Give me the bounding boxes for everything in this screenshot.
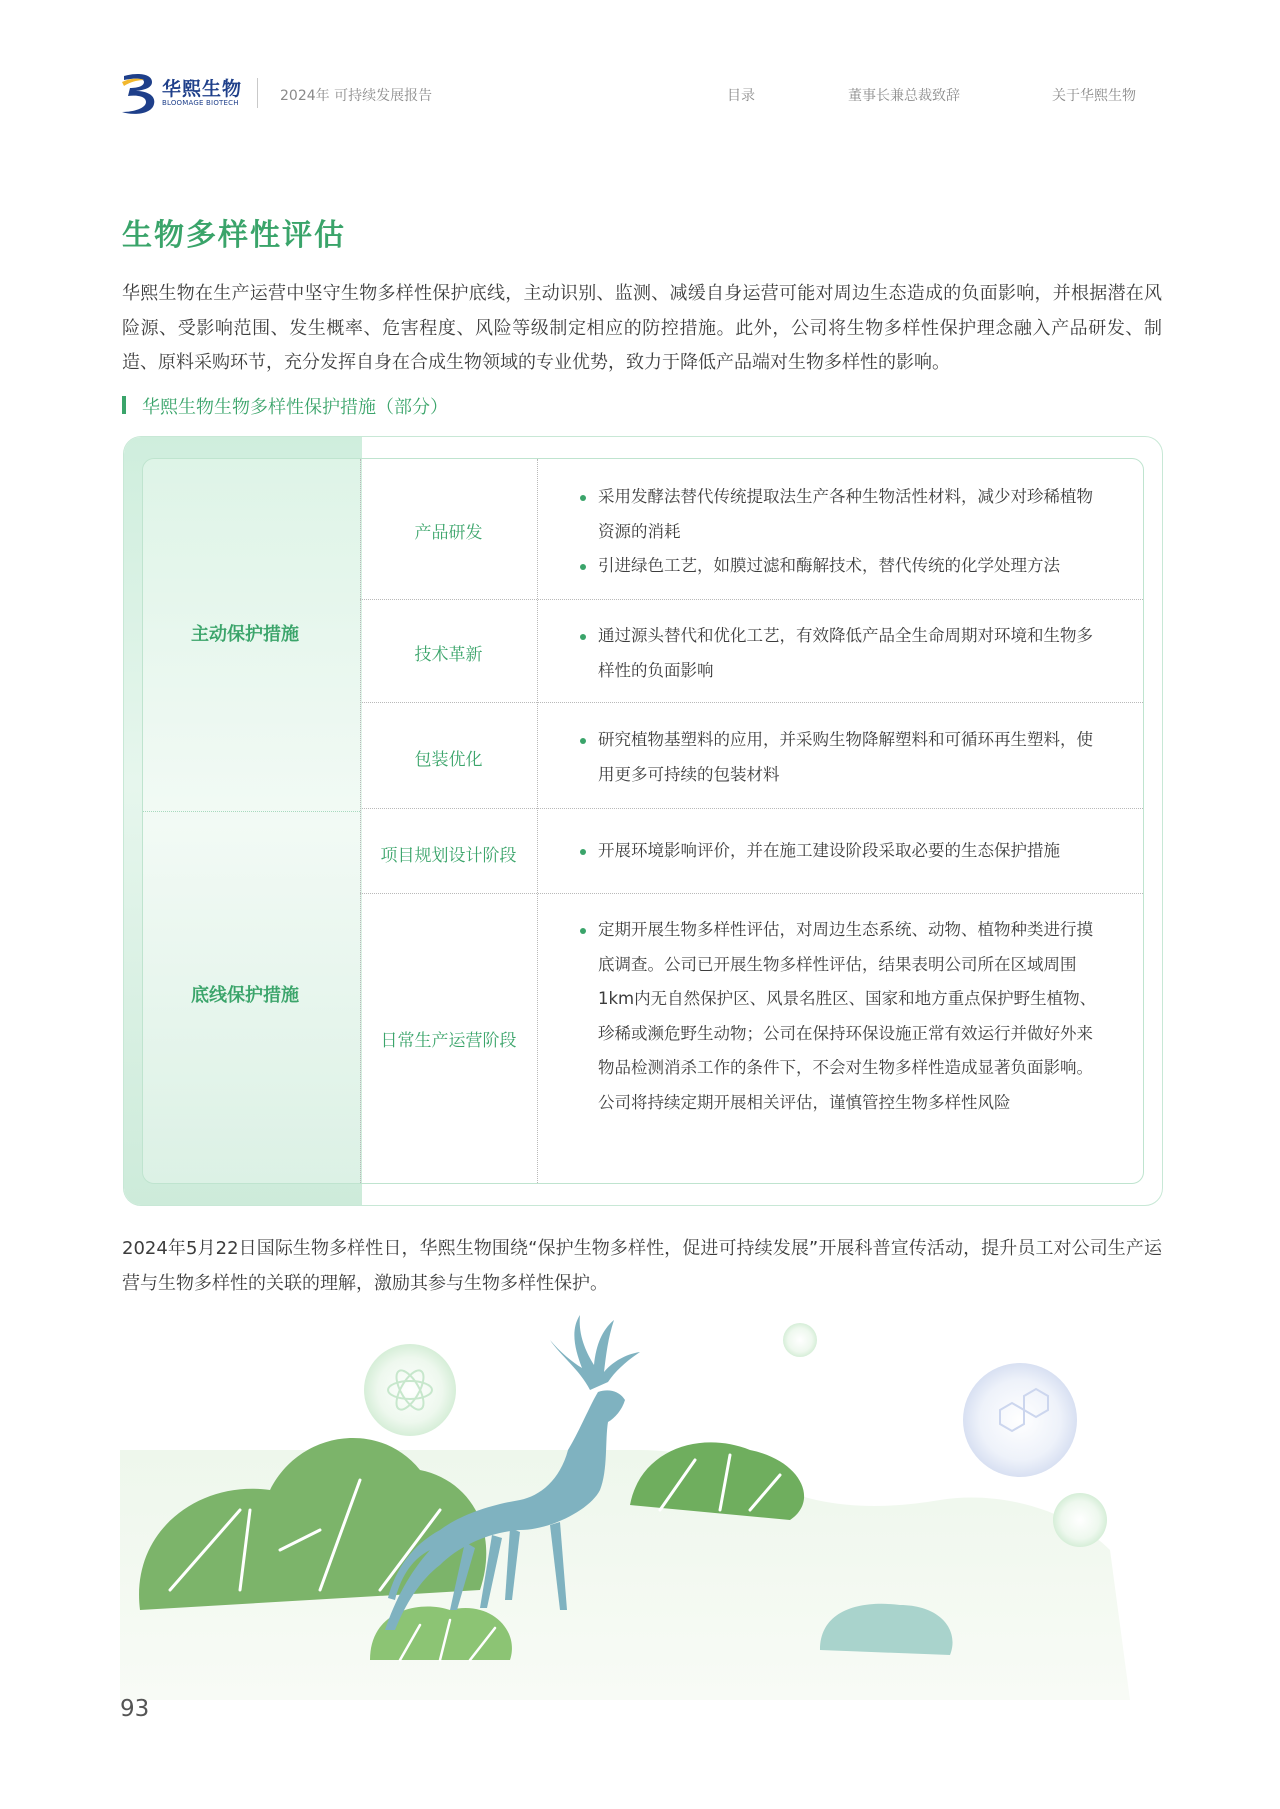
bullets-tech-innovation xyxy=(578,619,1098,688)
nature-illustration xyxy=(120,1310,1210,1700)
item-product-rd: 产品研发 xyxy=(414,523,483,543)
row-separator xyxy=(360,893,1143,894)
bullets-product-rd xyxy=(578,480,1098,584)
nav-item-about[interactable]: 关于华熙生物 xyxy=(1052,88,1136,104)
item-packaging: 包装优化 xyxy=(414,750,483,770)
list-item: 开展环境影响评价，并在施工建设阶段采取必要的生态保护措施 xyxy=(578,834,1098,869)
row-separator xyxy=(360,599,1143,600)
item-project-planning: 项目规划设计阶段 xyxy=(380,846,517,866)
category-active-protection: 主动保护措施 xyxy=(191,624,299,645)
heading-accent-bar xyxy=(122,396,126,414)
section-title: 生物多样性评估 xyxy=(122,218,346,253)
nav-item-contents[interactable]: 目录 xyxy=(727,88,755,104)
logo-mark-icon xyxy=(120,70,160,118)
row-separator xyxy=(360,702,1143,703)
item-tech-innovation: 技术革新 xyxy=(414,645,483,665)
small-bubble-icon xyxy=(783,1323,817,1357)
bullets-daily-operations xyxy=(578,913,1098,1120)
category-separator xyxy=(143,811,360,812)
page-number: 93 xyxy=(120,1696,150,1722)
closing-paragraph: 2024年5月22日国际生物多样性日，华熙生物围绕“保护生物多样性，促进可持续发展”开展科普宣传活动，提升员工对公司生产运营与生物多样性的关联的理解，激励其参与生物多样性保护。 xyxy=(122,1238,1162,1294)
report-title: 2024年 可持续发展报告 xyxy=(280,88,433,104)
page-header xyxy=(0,0,1280,130)
nav-item-chairman-message[interactable]: 董事长兼总裁致辞 xyxy=(848,88,960,104)
list-item: 采用发酵法替代传统提取法生产各种生物活性材料，减少对珍稀植物资源的消耗 xyxy=(578,480,1098,549)
molecule-bubble-icon xyxy=(963,1363,1077,1477)
table-heading-text: 华熙生物生物多样性保护措施（部分） xyxy=(142,397,448,418)
list-item: 引进绿色工艺，如膜过滤和酶解技术，替代传统的化学处理方法 xyxy=(578,549,1098,584)
item-daily-operations: 日常生产运营阶段 xyxy=(380,1031,517,1051)
table-category-column xyxy=(143,459,360,1183)
category-baseline-protection: 底线保护措施 xyxy=(191,985,299,1006)
column-separator xyxy=(360,459,361,1183)
list-item: 定期开展生物多样性评估，对周边生态系统、动物、植物种类进行摸底调查。公司已开展生物多样性评估，结果表明公司所在区域周围1km内无自然保护区、风景名胜区、国家和地方重点保护野生植物、珍稀或濒危野生动物；公司在保持环保设施正常有效运行并做好外来物品检测消杀工作的条件下，不会对生物多样性造成显著负面影响。公司将持续定期开展相关评估，谨慎管控生物多样性风险 xyxy=(578,913,1098,1120)
company-logo xyxy=(120,70,250,118)
bullets-packaging xyxy=(578,723,1098,792)
column-separator xyxy=(537,459,538,1183)
small-bubble-icon xyxy=(1053,1493,1107,1547)
deer-landscape-illustration xyxy=(120,1310,1210,1700)
atom-bubble-icon xyxy=(364,1344,456,1436)
intro-paragraph: 华熙生物在生产运营中坚守生物多样性保护底线，主动识别、监测、减缓自身运营可能对周边生态造成的负面影响，并根据潜在风险源、受影响范围、发生概率、危害程度、风险等级制定相应的防控措施。此外，公司将生物多样性保护理念融入产品研发、制造、原料采购环节，充分发挥自身在合成生物领域的专业优势，致力于降低产品端对生物多样性的影响。 xyxy=(122,283,1162,373)
bullets-project-planning xyxy=(578,834,1098,869)
row-separator xyxy=(360,808,1143,809)
list-item: 研究植物基塑料的应用，并采购生物降解塑料和可循环再生塑料，使用更多可持续的包装材料 xyxy=(578,723,1098,792)
list-item: 通过源头替代和优化工艺，有效降低产品全生命周期对环境和生物多样性的负面影响 xyxy=(578,619,1098,688)
logo-text-en: BLOOMAGE BIOTECH xyxy=(162,99,239,107)
header-divider xyxy=(257,78,258,108)
logo-text-cn: 华熙生物 xyxy=(162,78,243,100)
